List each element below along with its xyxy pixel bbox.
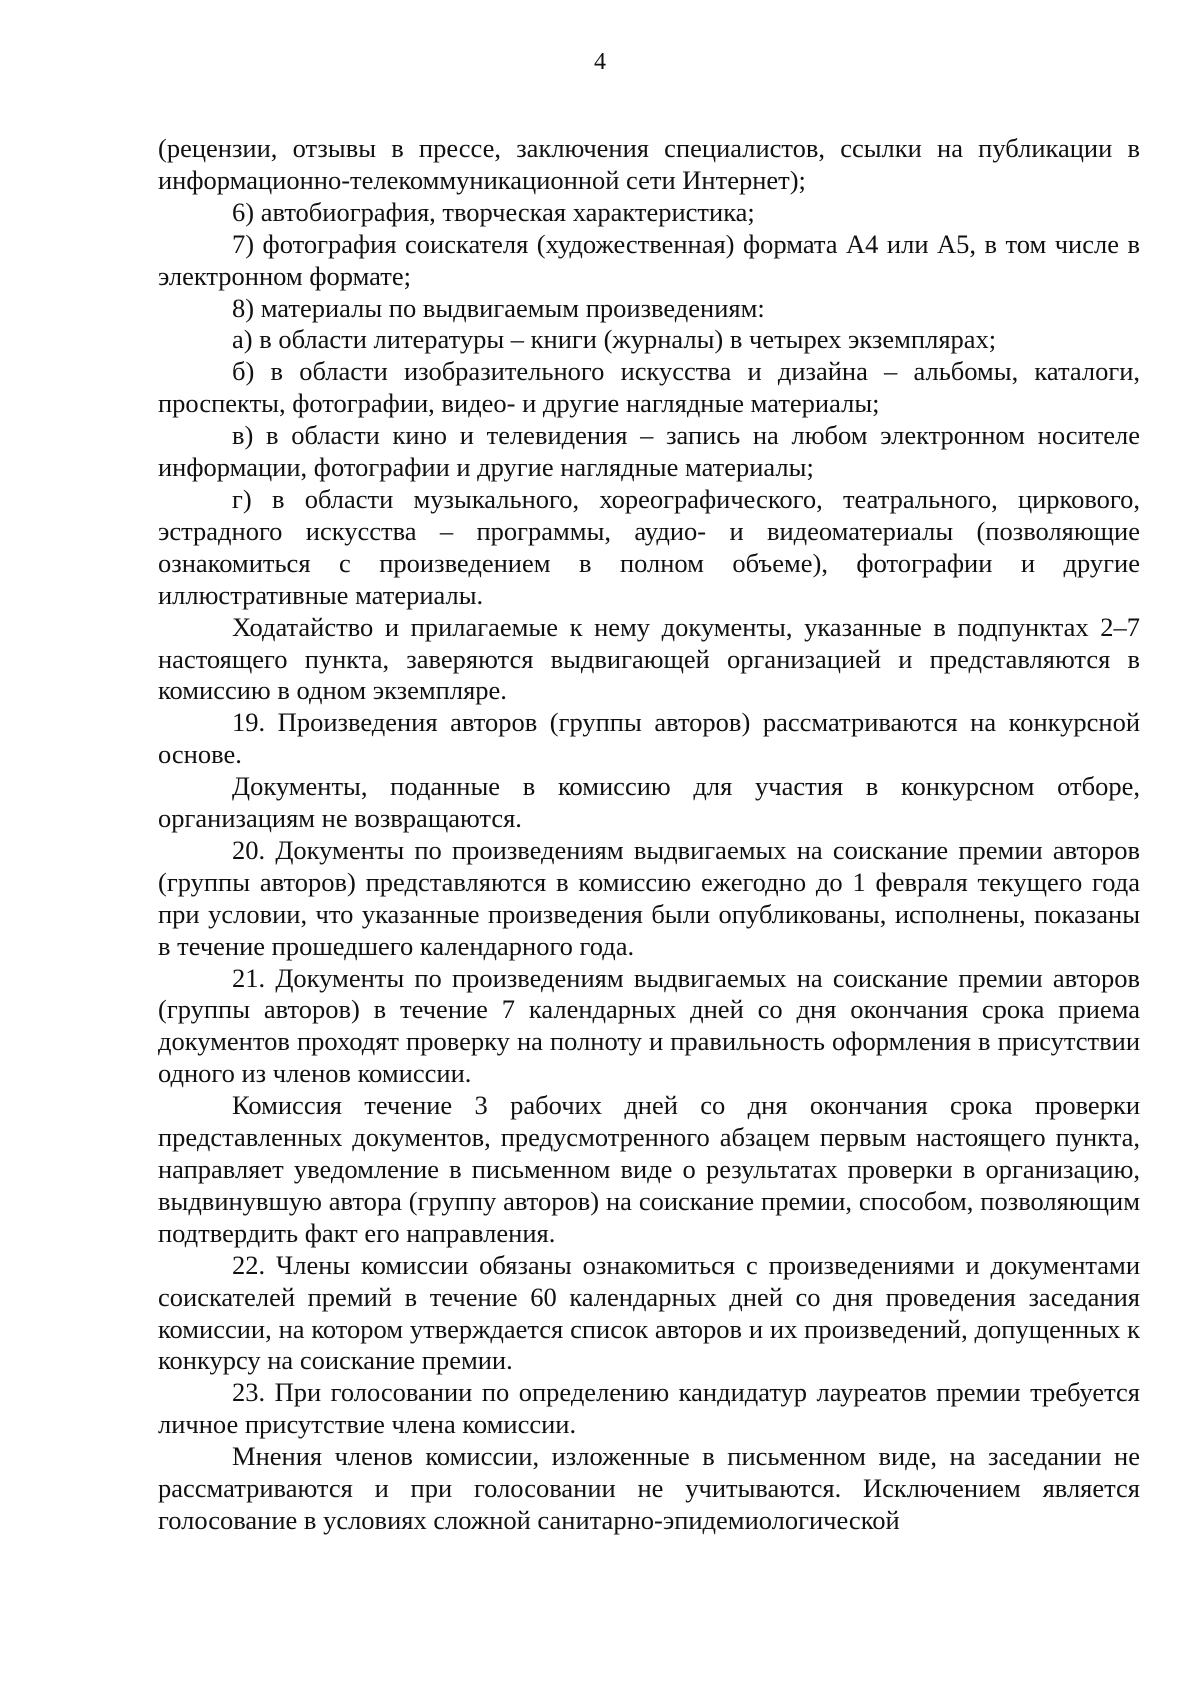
paragraph: Документы, поданные в комиссию для участия в конкурсном отборе, организациям не возвращаются. xyxy=(158,771,1140,834)
paragraph: 19. Произведения авторов (группы авторов) рассматриваются на конкурсной основе. xyxy=(158,707,1140,770)
paragraph: Мнения членов комиссии, изложенные в письменном виде, на заседании не рассматриваются и при голосовании не учитываются. Исключением является голосование в условиях сложной санитарно-эпидемиологической xyxy=(158,1441,1140,1535)
paragraph: г) в области музыкального, хореографического, театрального, циркового, эстрадного искусства – программы, аудио- и видеоматериалы (позволяющие ознакомиться с произведением в полном объеме), фотографии и другие иллюстративные материалы. xyxy=(158,483,1140,610)
paragraph: 6) автобиография, творческая характеристика; xyxy=(232,196,755,227)
paragraph: 20. Документы по произведениям выдвигаемых на соискание премии авторов (группы авторов) представляются в комиссию ежегодно до 1 февраля текущего года при условии, что указанные произведения были опубликованы, исполнены, показаны в течение прошедшего календарного года. xyxy=(158,834,1140,961)
page-number: 4 xyxy=(594,49,606,75)
paragraph: а) в области литературы – книги (журналы) в четырех экземплярах; xyxy=(232,324,997,355)
paragraph: 8) материалы по выдвигаемым произведениям: xyxy=(232,292,765,323)
paragraph: 22. Члены комиссии обязаны ознакомиться с произведениями и документами соискателей премий в течение 60 календарных дней со дня проведения заседания комиссии, на котором утверждается список авторов и их произведений, допущенных к конкурсу на соискание премии. xyxy=(158,1249,1140,1376)
paragraph: б) в области изобразительного искусства и дизайна – альбомы, каталоги, проспекты, фотографии, видео- и другие наглядные материалы; xyxy=(158,356,1140,419)
paragraph: Ходатайство и прилагаемые к нему документы, указанные в подпунктах 2–7 настоящего пункта, заверяются выдвигающей организацией и представляются в комиссию в одном экземпляре. xyxy=(158,611,1140,706)
paragraph: (рецензии, отзывы в прессе, заключения специалистов, ссылки на публикации в информационно-телекоммуникационной сети Интернет); xyxy=(158,133,1140,195)
document-body xyxy=(158,133,1140,1537)
paragraph: 23. При голосовании по определению кандидатур лауреатов премии требуется личное присутствие члена комиссии. xyxy=(158,1377,1140,1440)
paragraph: Комиссия течение 3 рабочих дней со дня окончания срока проверки представленных документов, предусмотренного абзацем первым настоящего пункта, направляет уведомление в письменном виде о результатах проверки в организацию, выдвинувшую автора (группу авторов) на соискание премии, способом, позволяющим подтвердить факт его направления. xyxy=(158,1090,1140,1248)
paragraph: в) в области кино и телевидения – запись на любом электронном носителе информации, фотографии и другие наглядные материалы; xyxy=(158,420,1140,483)
paragraph: 21. Документы по произведениям выдвигаемых на соискание премии авторов (группы авторов) в течение 7 календарных дней со дня окончания срока приема документов проходят проверку на полноту и правильность оформления в присутствии одного из членов комиссии. xyxy=(158,962,1140,1089)
paragraph: 7) фотография соискателя (художественная) формата А4 или А5, в том числе в электронном формате; xyxy=(158,228,1140,291)
